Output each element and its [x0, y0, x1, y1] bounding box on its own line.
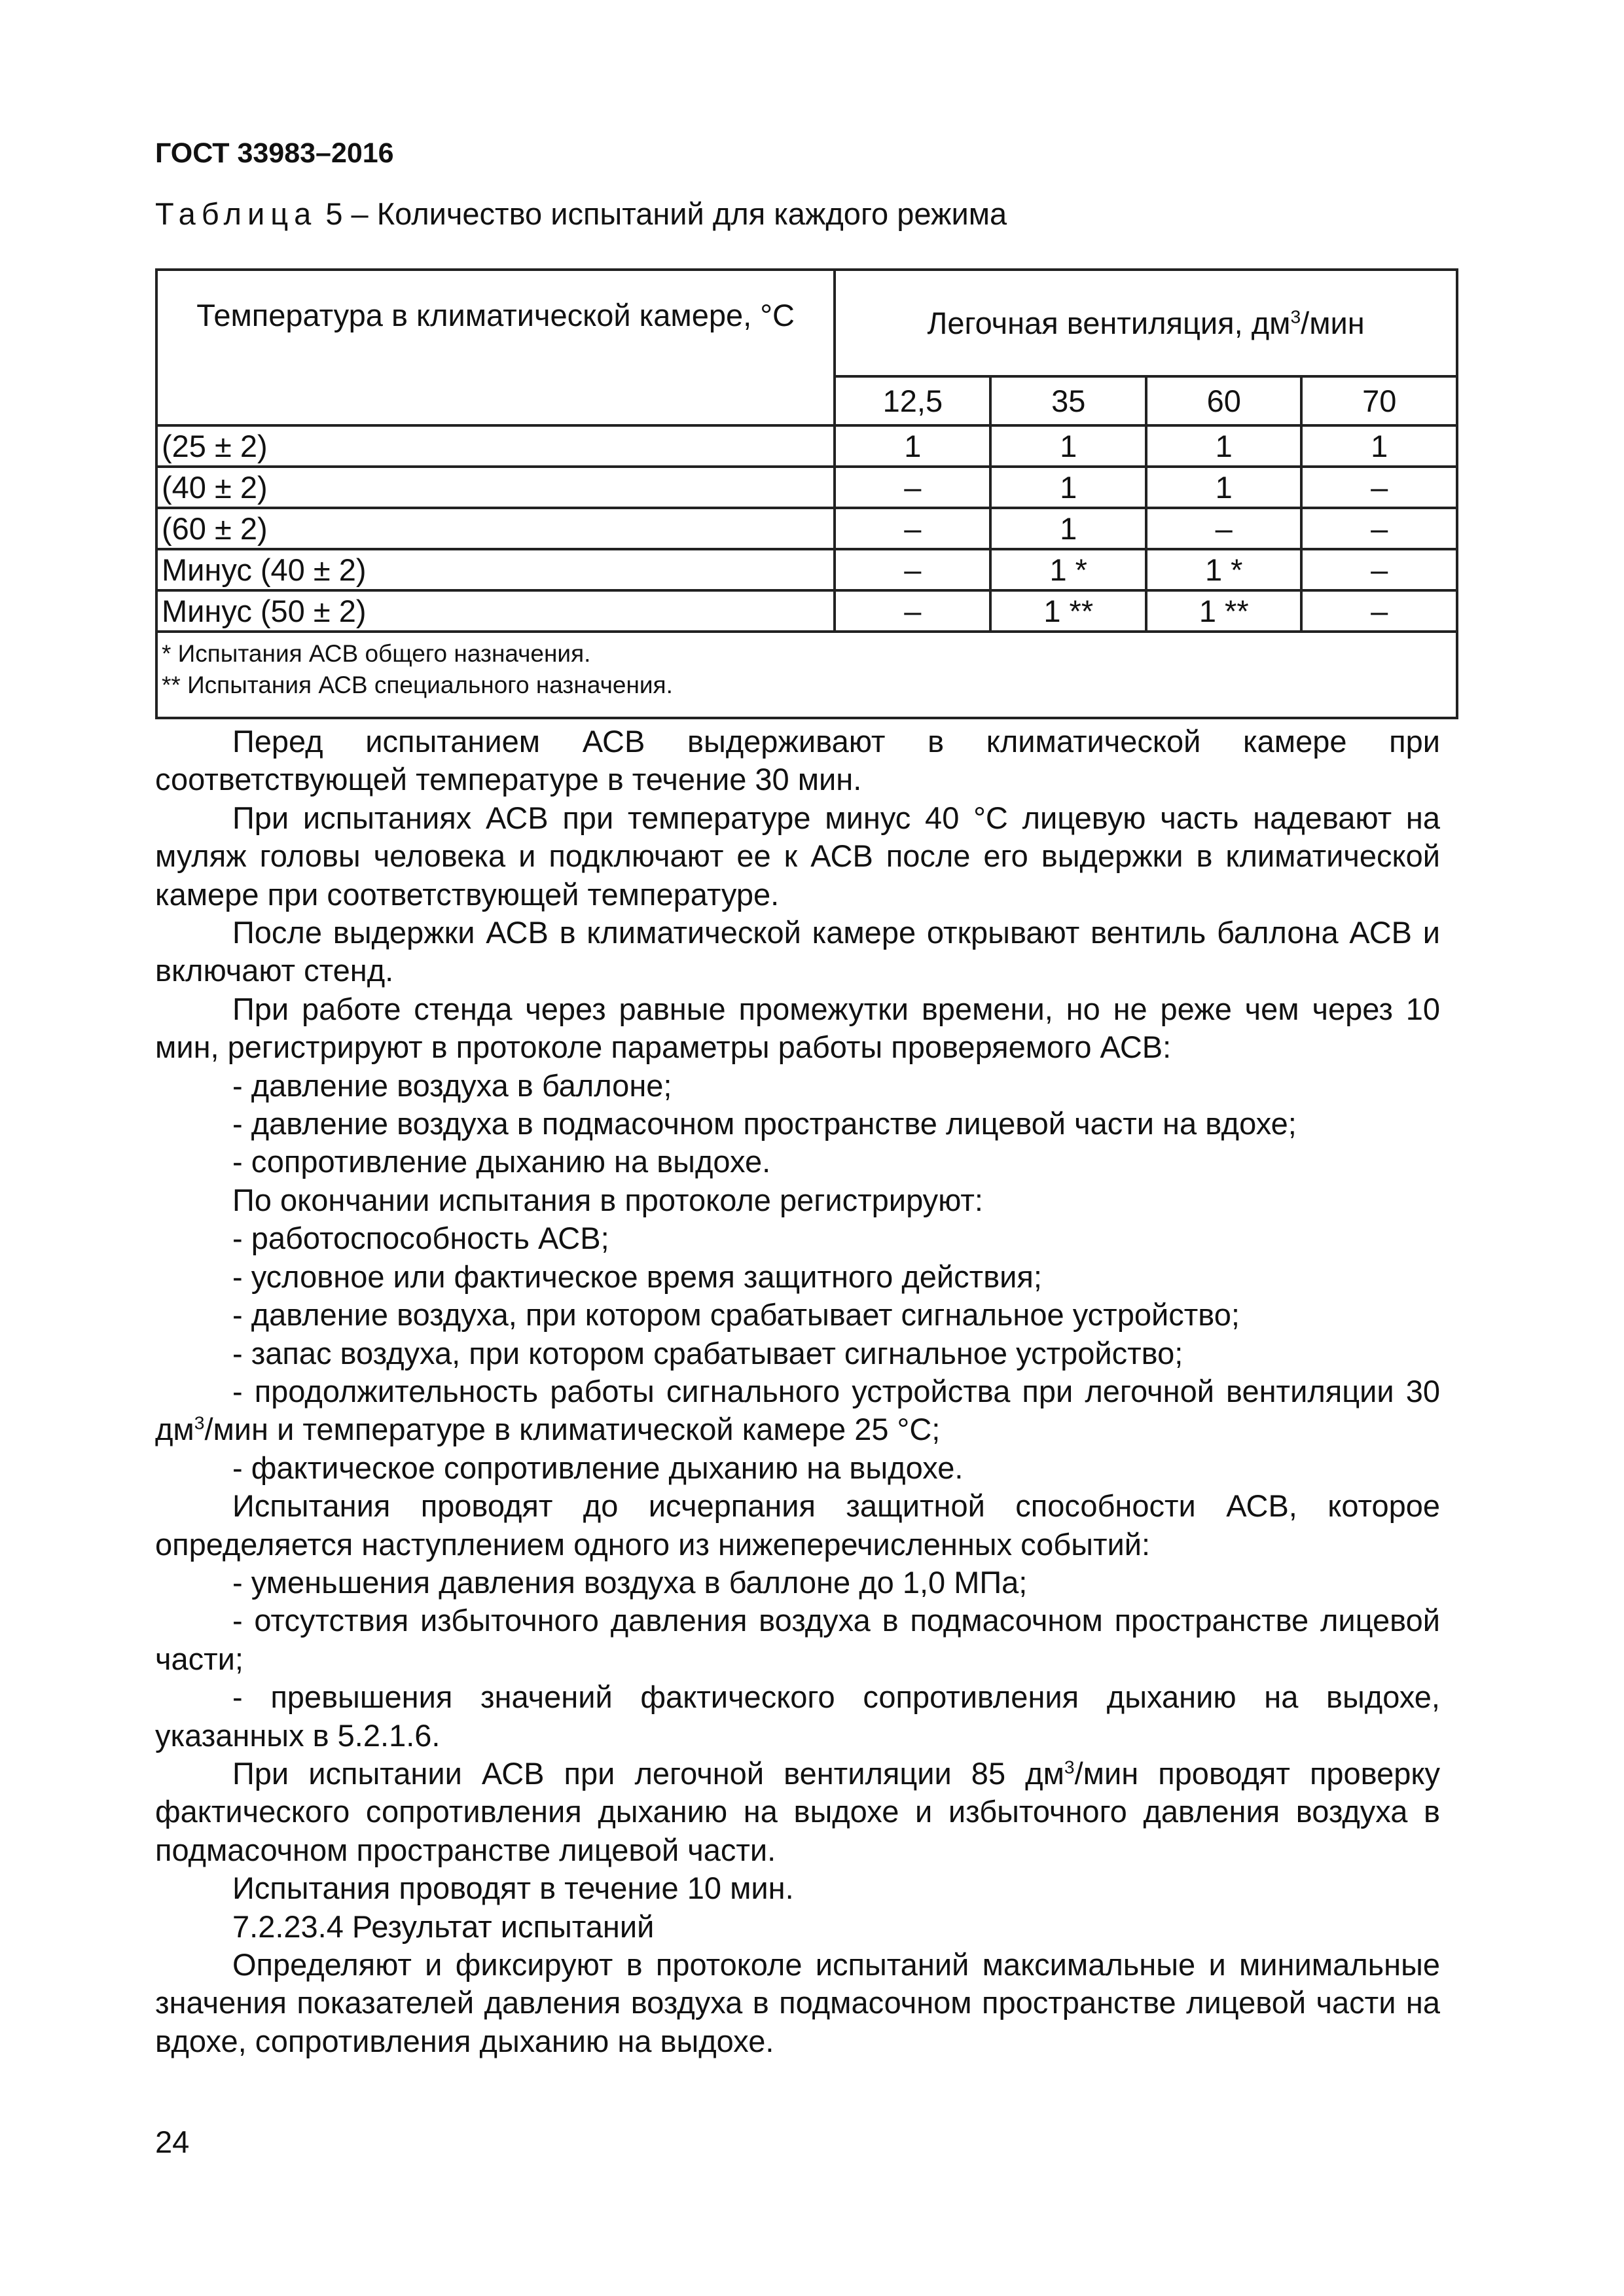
table-row — [156, 508, 1457, 549]
table-row — [156, 467, 1457, 508]
table-cell: 1 * — [1146, 549, 1302, 590]
list-item: - давление воздуха, при котором срабатывает сигнальное устройство; — [232, 1297, 1240, 1333]
table-cell: 1 — [1146, 425, 1302, 467]
list-item: - превышения значений фактического сопротивления дыханию на выдохе, указанных в 5.2.1.6. — [155, 1679, 1440, 1753]
table-cell: 1 ** — [990, 590, 1146, 632]
paragraph: Перед испытанием АСВ выдерживают в климатической камере при соответствующей температуре в течение 30 мин. — [155, 724, 1440, 797]
table-row — [156, 425, 1457, 467]
vent-value: 12,5 — [835, 376, 990, 425]
row-temperature: Минус (40 ± 2) — [156, 549, 835, 590]
table-header-row — [156, 270, 1457, 376]
paragraph: При работе стенда через равные промежутки времени, но не реже чем через 10 мин, регистрируют в протоколе параметры работы проверяемого АСВ: — [155, 991, 1440, 1065]
table-cell: 1 ** — [1146, 590, 1302, 632]
table-cell: – — [835, 508, 990, 549]
table-cell: – — [1301, 590, 1457, 632]
vent-value: 35 — [990, 376, 1146, 425]
standard-number: ГОСТ 33983–2016 — [155, 137, 394, 169]
table-cell: – — [835, 590, 990, 632]
section-heading: 7.2.23.4 Результат испытаний — [232, 1909, 655, 1944]
list-item: - фактическое сопротивление дыханию на выдохе. — [232, 1450, 964, 1485]
paragraph: Испытания проводят до исчерпания защитной способности АСВ, которое определяется наступлением одного из нижеперечисленных событий: — [155, 1488, 1440, 1562]
table-cell: – — [835, 549, 990, 590]
table-row — [156, 590, 1457, 632]
table-cell: 1 — [990, 508, 1146, 549]
table-caption — [155, 196, 1007, 232]
table-cell: – — [1146, 508, 1302, 549]
vent-value: 60 — [1146, 376, 1302, 425]
row-temperature: (25 ± 2) — [156, 425, 835, 467]
paragraph: По окончании испытания в протоколе регистрируют: — [232, 1182, 983, 1217]
table-cell: – — [1301, 549, 1457, 590]
test-count-table — [155, 268, 1458, 719]
paragraph: Испытания проводят в течение 10 мин. — [232, 1871, 794, 1906]
table-cell: 1 — [990, 425, 1146, 467]
table-cell: 1 * — [990, 549, 1146, 590]
table-notes-row — [156, 632, 1457, 718]
table-caption-text: 5 – Количество испытаний для каждого режима — [317, 196, 1007, 231]
table-note: ** Испытания АСВ специального назначения. — [162, 672, 673, 698]
temperature-column-header: Температура в климатической камере, °С — [156, 270, 835, 425]
body-text — [155, 723, 1440, 2060]
list-item: - давление воздуха в баллоне; — [232, 1067, 672, 1103]
paragraph: При испытании АСВ при легочной вентиляции 85 $дм^3$/мин проводят проверку фактического сопротивления дыханию на выдохе и избыточного давления воздуха в подмасочном пространстве лицевой части. — [155, 1755, 1440, 1867]
table-cell: – — [1301, 467, 1457, 508]
table-note: * Испытания АСВ общего назначения. — [162, 640, 591, 667]
table-notes — [156, 632, 1457, 718]
list-item: - запас воздуха, при котором срабатывает сигнальное устройство; — [232, 1335, 1183, 1371]
list-item: - продолжительность работы сигнального устройства при легочной вентиляции 30 $дм^3$/мин и температуре в климатической камере 25 °С; — [155, 1373, 1440, 1447]
row-temperature: (40 ± 2) — [156, 467, 835, 508]
row-temperature: Минус (50 ± 2) — [156, 590, 835, 632]
list-item: - условное или фактическое время защитного действия; — [232, 1259, 1042, 1294]
row-temperature: (60 ± 2) — [156, 508, 835, 549]
table-cell: 1 — [1301, 425, 1457, 467]
list-item: - работоспособность АСВ; — [232, 1221, 609, 1256]
table-cell: – — [835, 467, 990, 508]
vent-value: 70 — [1301, 376, 1457, 425]
table-cell: 1 — [990, 467, 1146, 508]
table-row — [156, 549, 1457, 590]
list-item: - уменьшения давления воздуха в баллоне до 1,0 МПа; — [232, 1564, 1028, 1600]
paragraph: При испытаниях АСВ при температуре минус 40 °С лицевую часть надевают на муляж головы человека и подключают ее к АСВ после его выдержки в климатической камере при соответствующей температуре. — [155, 800, 1440, 912]
ventilation-column-header: Легочная вентиляция, $дм^3$/мин — [835, 270, 1457, 376]
table-cell: 1 — [835, 425, 990, 467]
paragraph: Определяют и фиксируют в протоколе испытаний максимальные и минимальные значения показателей давления воздуха в подмасочном пространстве лицевой части на вдохе, сопротивления дыханию на выдохе. — [155, 1947, 1440, 2058]
page-number: 24 — [155, 2125, 190, 2159]
table-caption-label: Таблица — [155, 196, 317, 231]
table-cell: – — [1301, 508, 1457, 549]
list-item: - отсутствия избыточного давления воздуха в подмасочном пространстве лицевой части; — [155, 1603, 1440, 1676]
list-item: - сопротивление дыханию на выдохе. — [232, 1144, 771, 1179]
table-cell: 1 — [1146, 467, 1302, 508]
list-item: - давление воздуха в подмасочном пространстве лицевой части на вдохе; — [232, 1106, 1297, 1141]
paragraph: После выдержки АСВ в климатической камере открывают вентиль баллона АСВ и включают стенд. — [155, 915, 1440, 988]
